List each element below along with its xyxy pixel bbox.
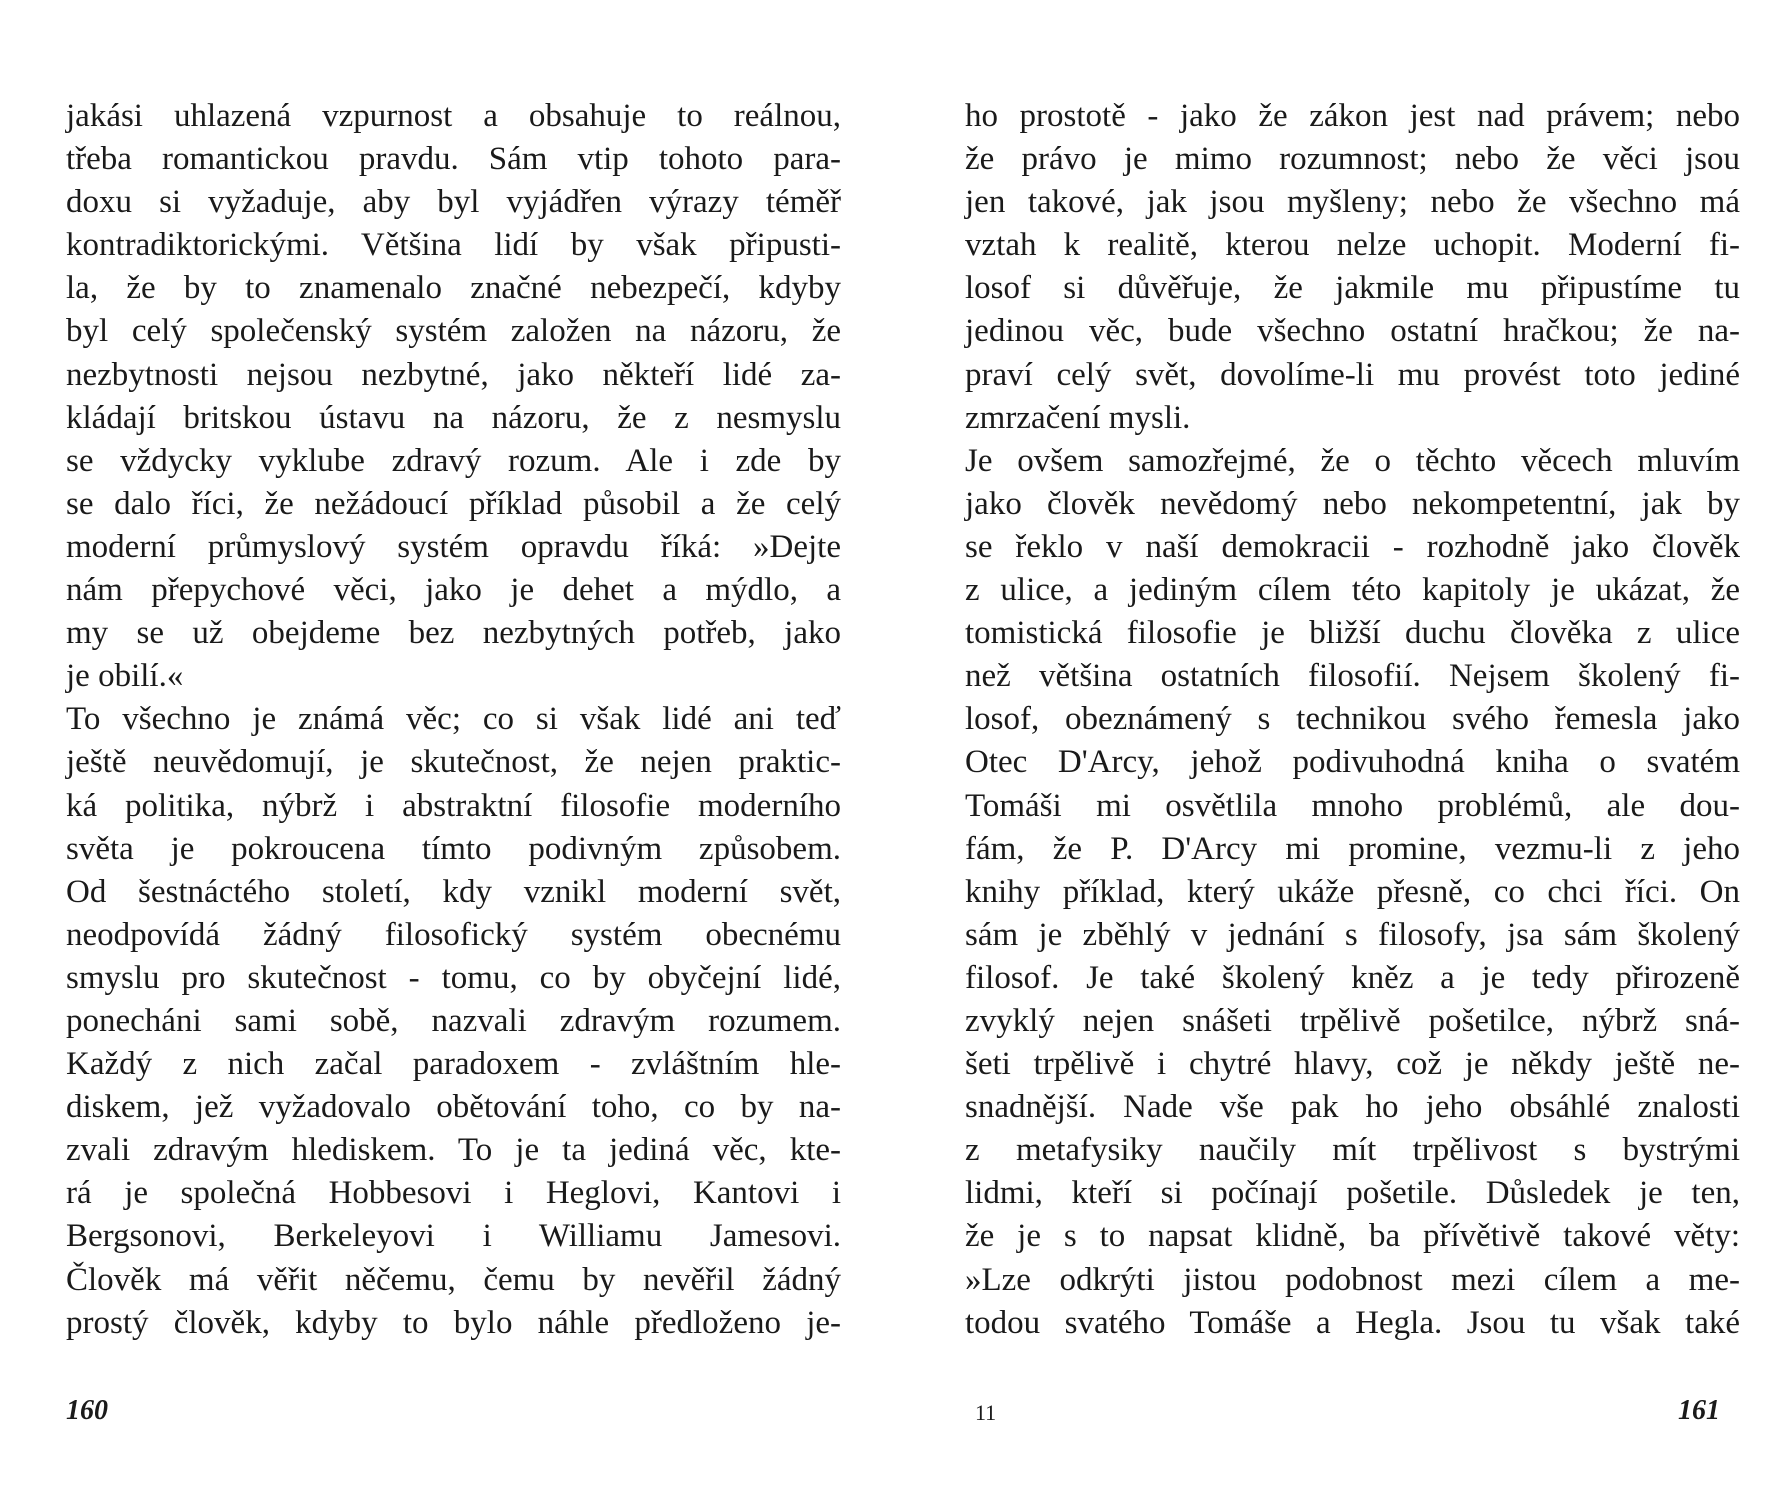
text-line: kládají britskou ústavu na názoru, že z nesmyslu xyxy=(66,399,841,436)
text-line: Člověk má věřit něčemu, čemu by nevěřil žádný xyxy=(66,1261,841,1298)
text-line: knihy příklad, který ukáže přesně, co chci říci. On xyxy=(965,873,1740,910)
text-line: Je ovšem samozřejmé, že o těchto věcech mluvím xyxy=(965,442,1740,479)
text-line: neodpovídá žádný filosofický systém obecnému xyxy=(66,916,841,953)
right-page xyxy=(893,0,1786,1500)
text-line: se vždycky vyklube zdravý rozum. Ale i zde by xyxy=(66,442,841,479)
text-line: »Lze odkrýti jistou podobnost mezi cílem a me- xyxy=(965,1261,1740,1298)
text-line: snadnější. Nade vše pak ho jeho obsáhlé znalosti xyxy=(965,1089,1740,1126)
text-line: moderní průmyslový systém opravdu říká: »Dejte xyxy=(66,528,841,565)
text-line: my se už obejdeme bez nezbytných potřeb, jako xyxy=(66,615,841,652)
text-line: fám, že P. D'Arcy mi promine, vezmu-li z jeho xyxy=(965,830,1740,867)
text-line: ještě neuvědomují, je skutečnost, že nejen praktic- xyxy=(66,744,841,781)
text-line: z ulice, a jediným cílem této kapitoly je ukázat, že xyxy=(965,572,1740,609)
text-line: z metafysiky naučily mít trpělivost s bystrými xyxy=(965,1132,1740,1169)
text-line: todou svatého Tomáše a Hegla. Jsou tu však také xyxy=(965,1304,1740,1341)
text-line: losof si důvěřuje, že jakmile mu připustíme tu xyxy=(965,270,1740,307)
text-line: jakási uhlazená vzpurnost a obsahuje to reálnou, xyxy=(66,98,841,134)
left-text-block xyxy=(66,95,841,1345)
text-line: To všechno je známá věc; co si však lidé ani teď xyxy=(66,701,841,738)
text-line: zvali zdravým hlediskem. To je ta jediná věc, kte- xyxy=(66,1132,841,1169)
text-line: la, že by to znamenalo značné nebezpečí, kdyby xyxy=(66,270,841,307)
text-line: filosof. Je také školený kněz a je tedy přirozeně xyxy=(965,959,1740,996)
text-line: ponecháni sami sobě, nazvali zdravým rozumem. xyxy=(66,1002,841,1039)
text-line: sám je zběhlý v jednání s filosofy, jsa sám školený xyxy=(965,916,1740,953)
text-line: Tomáši mi osvětlila mnoho problémů, ale dou- xyxy=(965,787,1740,824)
text-line: doxu si vyžaduje, aby byl vyjádřen výrazy téměř xyxy=(66,184,841,221)
text-line: nezbytnosti nejsou nezbytné, jako někteří lidé za- xyxy=(66,356,841,393)
text-line: zmrzačení mysli. xyxy=(965,399,1191,436)
text-line: že je s to napsat klidně, ba přívětivě takové věty: xyxy=(965,1218,1740,1255)
text-line: smyslu pro skutečnost - tomu, co by obyčejní lidé, xyxy=(66,959,841,996)
text-line: se řeklo v naší demokracii - rozhodně jako člověk xyxy=(965,528,1740,565)
text-line: Od šestnáctého století, kdy vznikl moderní svět, xyxy=(66,873,841,910)
page-number: 160 xyxy=(66,1395,108,1426)
text-line: ho prostotě - jako že zákon jest nad právem; nebo xyxy=(965,98,1740,134)
text-line: šeti trpělivě i chytré hlavy, což je někdy ještě ne- xyxy=(965,1046,1740,1083)
text-line: kontradiktorickými. Většina lidí by však připusti- xyxy=(66,227,841,264)
text-line: Každý z nich začal paradoxem - zvláštním hle- xyxy=(66,1046,841,1083)
text-line: než většina ostatních filosofií. Nejsem školený fi- xyxy=(965,658,1740,695)
text-line: jako člověk nevědomý nebo nekompetentní, jak by xyxy=(965,485,1740,522)
text-line: je obilí.« xyxy=(66,658,184,695)
text-line: třeba romantickou pravdu. Sám vtip tohoto para- xyxy=(66,141,841,178)
signature-mark: 11 xyxy=(975,1400,997,1425)
text-line: losof, obeznámený s technikou svého řemesla jako xyxy=(965,701,1740,738)
text-line: Bergsonovi, Berkeleyovi i Williamu Jamesovi. xyxy=(66,1218,841,1255)
text-line: světa je pokroucena tímto podivným způsobem. xyxy=(66,830,841,867)
text-line: prostý člověk, kdyby to bylo náhle předloženo je- xyxy=(66,1304,841,1341)
text-line: tomistická filosofie je bližší duchu člověka z ulice xyxy=(965,615,1740,652)
page-number: 161 xyxy=(1678,1395,1720,1426)
text-line: nám přepychové věci, jako je dehet a mýdlo, a xyxy=(66,572,841,609)
text-line: zvyklý nejen snášeti trpělivě pošetilce, nýbrž sná- xyxy=(965,1002,1740,1039)
text-line: se dalo říci, že nežádoucí příklad působil a že celý xyxy=(66,485,841,522)
text-line: že právo je mimo rozumnost; nebo že věci jsou xyxy=(965,141,1740,178)
text-line: vztah k realitě, kterou nelze uchopit. Moderní fi- xyxy=(965,227,1740,264)
text-line: jen takové, jak jsou myšleny; nebo že všechno má xyxy=(965,184,1740,221)
text-line: rá je společná Hobbesovi i Heglovi, Kantovi i xyxy=(66,1175,841,1212)
text-line: lidmi, kteří si počínají pošetile. Důsledek je ten, xyxy=(965,1175,1740,1212)
text-line: ká politika, nýbrž i abstraktní filosofie moderního xyxy=(66,787,841,824)
text-line: Otec D'Arcy, jehož podivuhodná kniha o svatém xyxy=(965,744,1740,781)
text-line: byl celý společenský systém založen na názoru, že xyxy=(66,313,841,350)
text-line: praví celý svět, dovolíme-li mu provést toto jediné xyxy=(965,356,1740,393)
right-text-block xyxy=(965,95,1740,1345)
text-line: diskem, jež vyžadovalo obětování toho, co by na- xyxy=(66,1089,841,1126)
text-line: jedinou věc, bude všechno ostatní hračkou; že na- xyxy=(965,313,1740,350)
